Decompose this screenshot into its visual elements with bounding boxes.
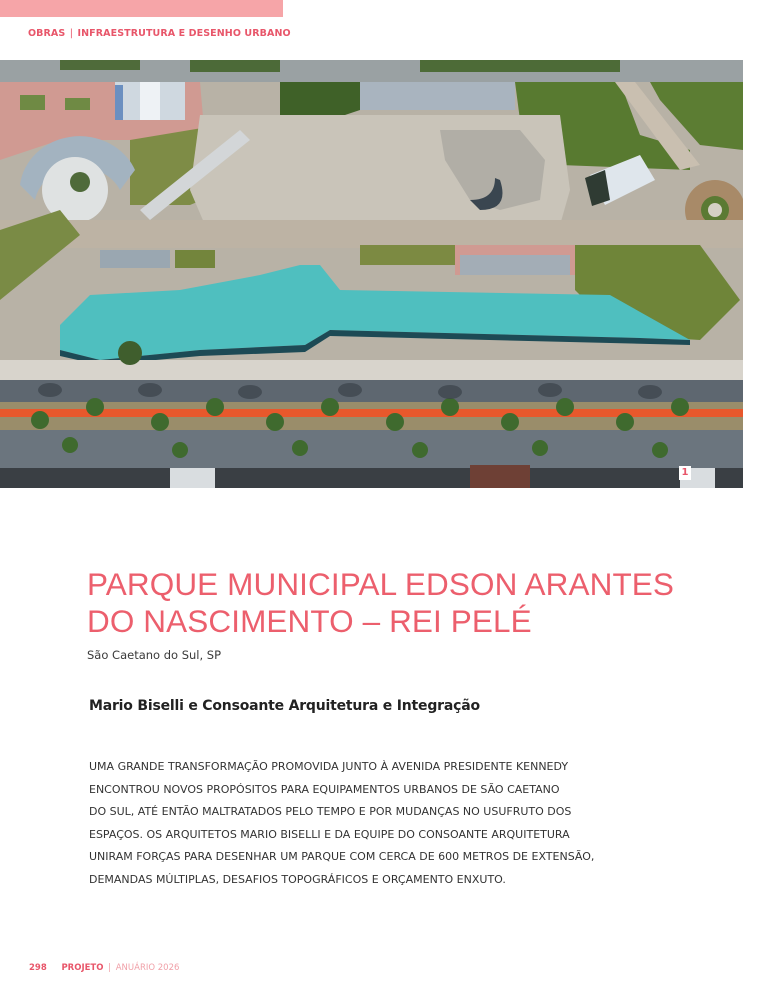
- subsection-name: INFRAESTRUTURA E DESENHO URBANO: [77, 28, 291, 39]
- issue-name: ANUÁRIO 2026: [115, 963, 180, 973]
- road-upper: [0, 380, 743, 402]
- building-roof-edge: [115, 85, 123, 120]
- footer-separator: |: [108, 963, 112, 973]
- lead-line: DO SUL, ATÉ ENTÃO MALTRATADOS PELO TEMPO E POR MUDANÇAS NO USUFRUTO DOS: [89, 805, 572, 818]
- garden-fountain: [708, 203, 722, 217]
- lead-line: ESPAÇOS. OS ARQUITETOS MARIO BISELLI E DA EQUIPE DO CONSOANTE ARQUITETURA: [89, 827, 570, 841]
- lead-line: UNIRAM FORÇAS PARA DESENHAR UM PARQUE COM CERCA DE 600 METROS DE EXTENSÃO,: [89, 850, 595, 863]
- project-location: São Caetano do Sul, SP: [87, 648, 222, 662]
- grass: [360, 245, 460, 265]
- terrace-steps: [460, 255, 570, 275]
- lead-paragraph: [89, 756, 689, 891]
- aerial-photo: [0, 60, 743, 488]
- crosswalk: [170, 468, 215, 488]
- bike-lane: [0, 409, 743, 417]
- walkway: [100, 250, 170, 268]
- lead-line: ENCONTROU NOVOS PROPÓSITOS PARA EQUIPAMENTOS URBANOS DE SÃO CAETANO: [89, 782, 560, 796]
- section-name: OBRAS: [28, 28, 66, 39]
- lead-line: DEMANDAS MÚLTIPLAS, DESAFIOS TOPOGRÁFICOS E ORÇAMENTO ENXUTO.: [89, 872, 506, 886]
- lower-plaza: [0, 360, 743, 380]
- paved-walkway: [0, 220, 743, 248]
- road-lower: [0, 430, 743, 468]
- title-line-1: PARQUE MUNICIPAL EDSON ARANTES: [87, 566, 675, 602]
- building-roof-panel: [140, 82, 160, 120]
- section-separator: |: [69, 28, 74, 39]
- section-header: [28, 28, 291, 39]
- magazine-name: PROJETO: [61, 963, 104, 973]
- plaza-tree: [70, 172, 90, 192]
- planter: [65, 98, 90, 110]
- tree-cluster: [420, 60, 620, 72]
- top-color-band: [0, 0, 283, 17]
- planter: [20, 95, 45, 110]
- tree-cluster: [190, 60, 280, 72]
- flowering-tree: [470, 465, 530, 488]
- lead-line: UMA GRANDE TRANSFORMAÇÃO PROMOVIDA JUNTO À AVENIDA PRESIDENTE KENNEDY: [89, 760, 569, 773]
- grass: [175, 250, 215, 268]
- bottom-strip: [0, 468, 743, 488]
- page-number: 298: [29, 963, 47, 973]
- photo-number-badge: 1: [679, 466, 691, 480]
- title-line-2: DO NASCIMENTO – REI PELÉ: [87, 603, 532, 639]
- page-footer: [29, 963, 179, 973]
- project-authors: Mario Biselli e Consoante Arquitetura e Integração: [89, 698, 480, 714]
- article-title: [87, 566, 674, 640]
- stairs-roof: [360, 82, 515, 110]
- aerial-photo-illustration: [0, 60, 743, 488]
- tree: [118, 341, 142, 365]
- tree-cluster: [60, 60, 140, 70]
